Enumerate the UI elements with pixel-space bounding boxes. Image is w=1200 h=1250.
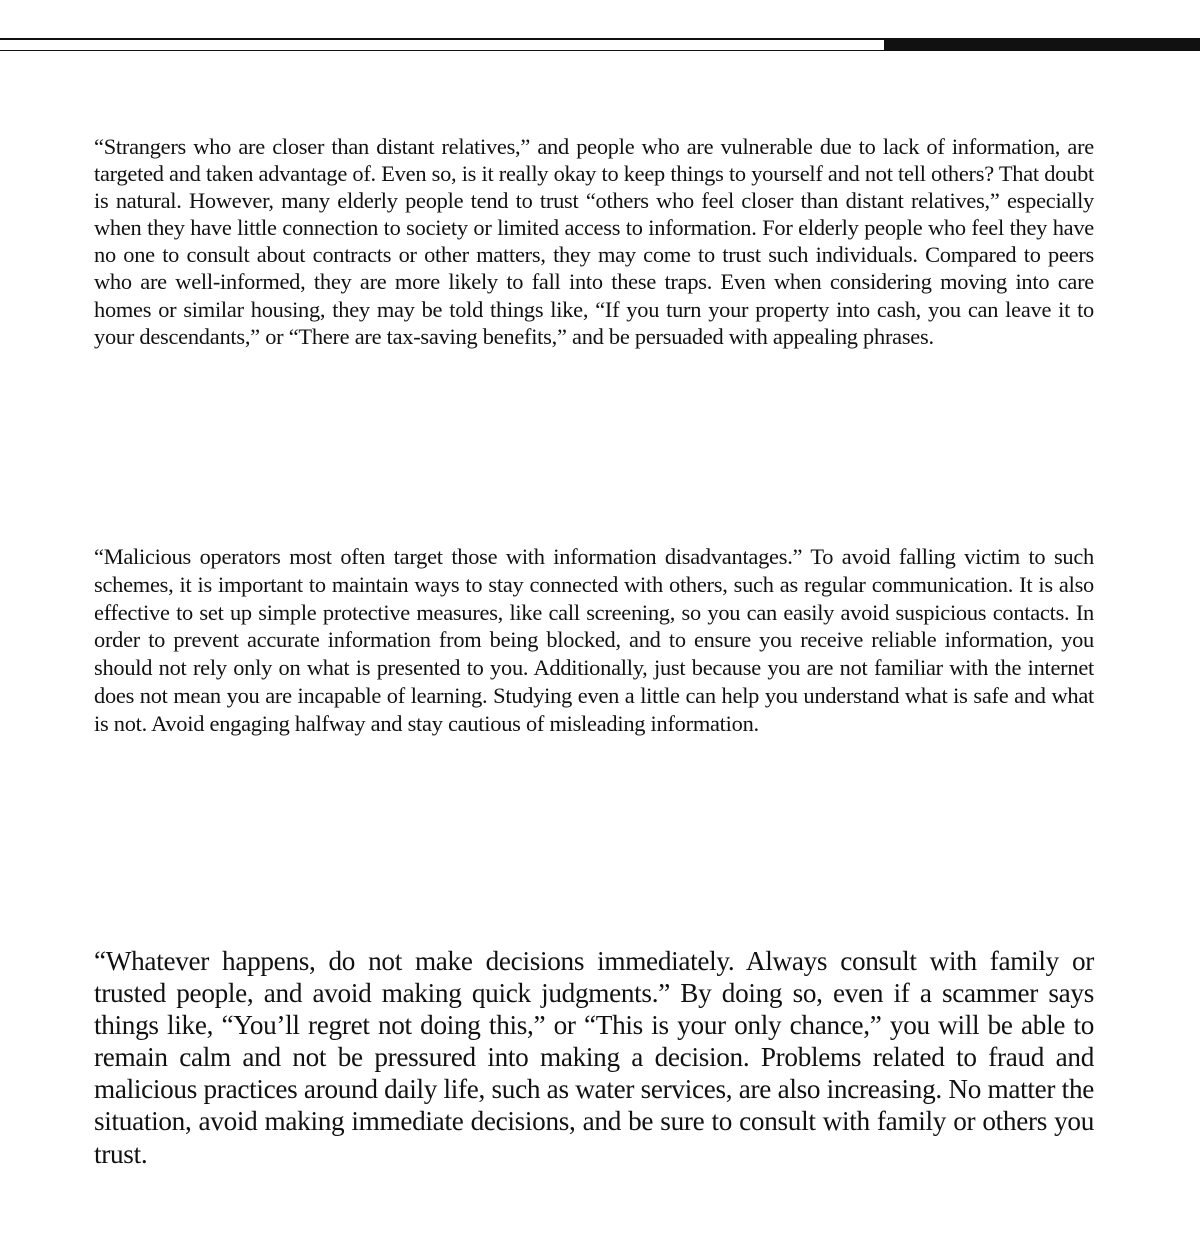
paragraph-strangers: “Strangers who are closer than distant relatives,” and people who are vulnerable due to lack of information, are targeted and taken advantage of. Even so, is it really okay to keep things to yourself and not tell others? That doubt is natural. However, many elderly people tend to trust “others who feel closer than distant relatives,” especially when they have little connection to society or limited access to information. For elderly people who feel they have no one to consult about contracts or other matters, they may come to trust such individuals. Compared to peers who are well-informed, they are more likely to fall into these traps. Even when considering moving into care homes or similar housing, they may be told things like, “If you turn your property into cash, you can leave it to your descendants,” or “There are tax-saving benefits,” and be persuaded with appealing phrases. <box>94 134 1094 349</box>
top-solid-bar <box>884 38 1200 51</box>
top-double-rule <box>0 38 884 51</box>
paragraph-no-immediate-decisions: “Whatever happens, do not make decisions immediately. Always consult with family or trusted people, and avoid making quick judgments.” By doing so, even if a scammer says things like, “You’ll regret not doing this,” or “This is your only chance,” you will be able to remain calm and not be pressured into making a decision. Problems related to fraud and malicious practices around daily life, such as water services, are also increasing. No matter the situation, avoid making immediate decisions, and be sure to consult with family or others you trust. <box>94 946 1094 1169</box>
paragraph-malicious-operators: “Malicious operators most often target those with information disadvantages.” To avoid falling victim to such schemes, it is important to maintain ways to stay connected with others, such as regular communication. It is also effective to set up simple protective measures, like call screening, so you can easily avoid suspicious contacts. In order to prevent accurate information from being blocked, and to ensure you receive reliable information, you should not rely only on what is presented to you. Additionally, just because you are not familiar with the internet does not mean you are incapable of learning. Studying even a little can help you understand what is safe and what is not. Avoid engaging halfway and stay cautious of misleading information. <box>94 544 1094 736</box>
